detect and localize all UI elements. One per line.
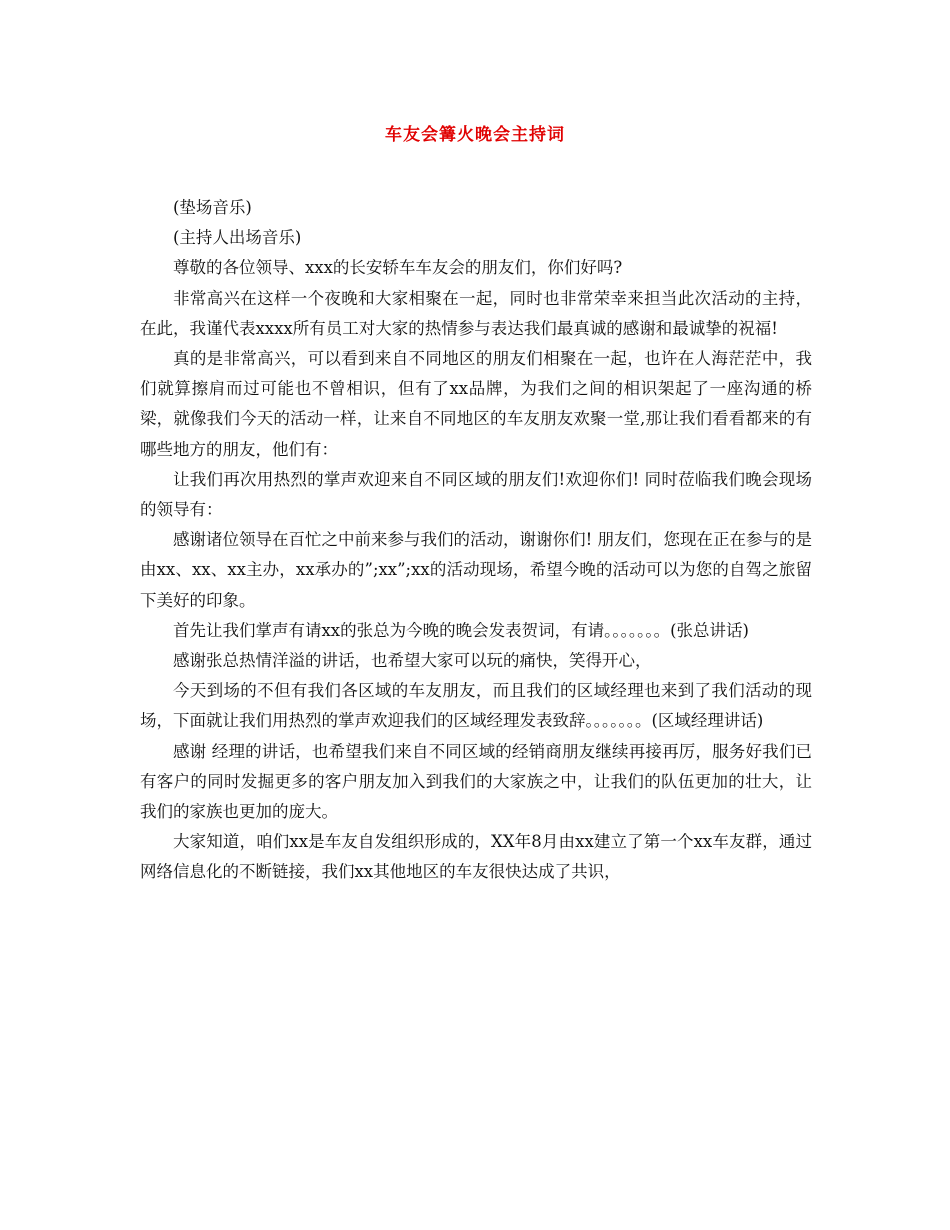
document-title: 车友会篝火晚会主持词 xyxy=(385,125,565,145)
paragraph: 非常高兴在这样一个夜晚和大家相聚在一起，同时也非常荣幸来担当此次活动的主持，在此，我谨代表xxxx所有员工对大家的热情参与表达我们最真诚的感谢和最诚挚的祝福! xyxy=(140,288,812,338)
paragraph: 感谢张总热情洋溢的讲话，也希望大家可以玩的痛快，笑得开心， xyxy=(173,651,652,671)
paragraph: 首先让我们掌声有请xx的张总为今晚的晚会发表贺词，有请。。。。。。。(张总讲话) xyxy=(173,620,749,640)
paragraph: 尊敬的各位领导、xxx的长安轿车车友会的朋友们，你们好吗? xyxy=(173,258,623,278)
paragraph: 让我们再次用热烈的掌声欢迎来自不同区域的朋友们!欢迎你们! 同时莅临我们晚会现场的领导有： xyxy=(140,469,812,520)
paragraph: (垫场音乐) xyxy=(173,198,252,217)
paragraph: 感谢 经理的讲话，也希望我们来自不同区域的经销商朋友继续再接再厉，服务好我们已有客户的同时发掘更多的客户朋友加入到我们的大家族之中，让我们的队伍更加的壮大，让我们的家族也更加的庞大。 xyxy=(140,741,812,822)
paragraph: 大家知道，咱们xx是车友自发组织形成的，XX年8月由xx建立了第一个xx车友群，通过网络信息化的不断链接，我们xx其他地区的车友很快达成了共识， xyxy=(140,832,812,882)
paragraph: 真的是非常高兴，可以看到来自不同地区的朋友们相聚在一起，也许在人海茫茫中，我们就算擦肩而过可能也不曾相识，但有了xx品牌，为我们之间的相识架起了一座沟通的桥梁，就像我们今天的活动一样，让来自不同地区的车友朋友欢聚一堂,那让我们看看都来的有哪些地方的朋友，他们有： xyxy=(140,349,812,459)
paragraph: (主持人出场音乐) xyxy=(173,228,302,248)
paragraph: 今天到场的不但有我们各区域的车友朋友，而且我们的区域经理也来到了我们活动的现场，下面就让我们用热烈的掌声欢迎我们的区域经理发表致辞。。。。。。。(区域经理讲话) xyxy=(140,681,812,731)
document-body xyxy=(140,193,812,888)
paragraph: 感谢诸位领导在百忙之中前来参与我们的活动，谢谢你们! 朋友们，您现在正在参与的是由xx、xx、xx主办，xx承办的”;xx”;xx的活动现场，希望今晚的活动可以为您的自驾之旅留下美好的印象。 xyxy=(140,530,812,610)
